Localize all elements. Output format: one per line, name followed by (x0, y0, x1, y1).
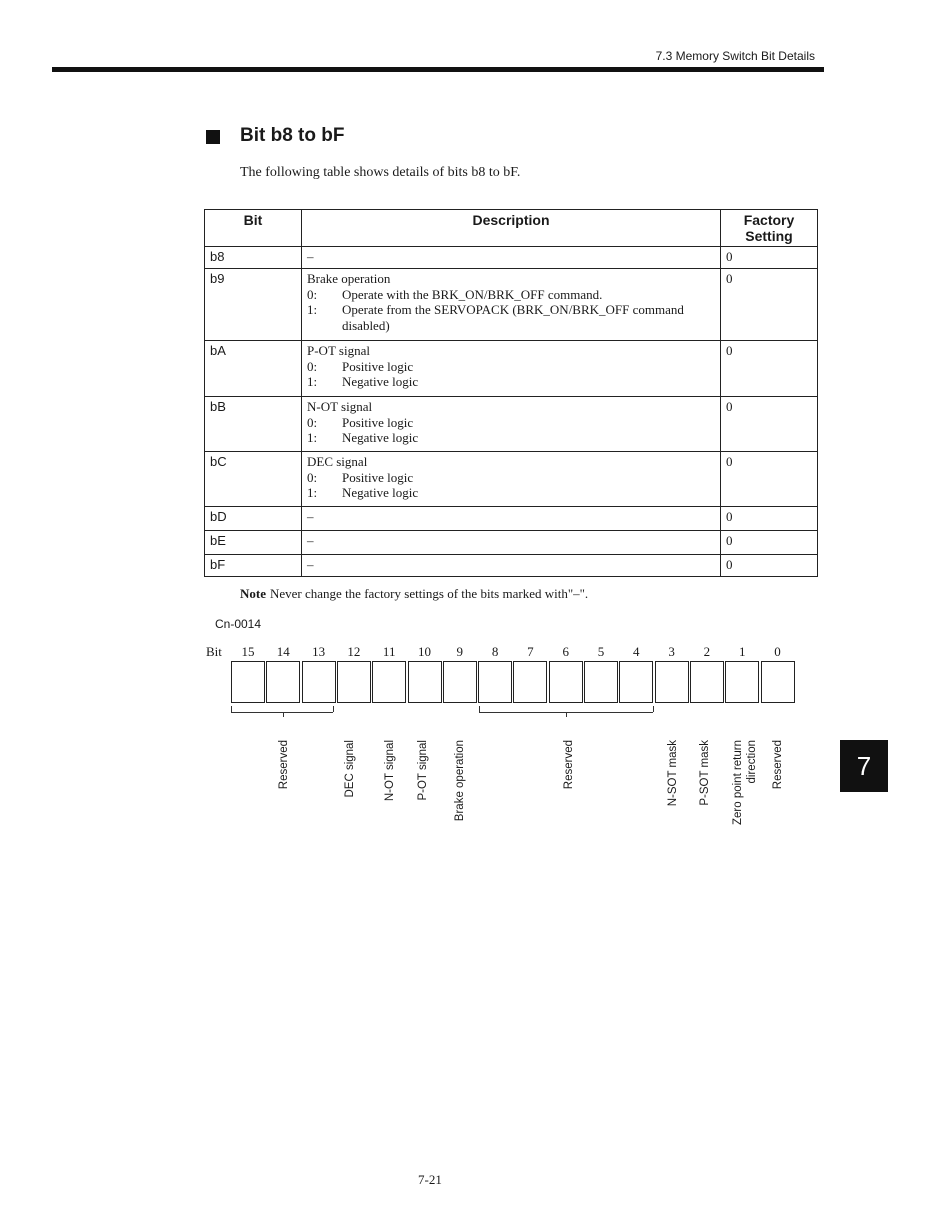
option-key: 0: (307, 469, 318, 485)
option-text: Negative logic (342, 485, 419, 500)
bit-number: 3 (668, 644, 675, 659)
option-key: 0: (307, 286, 318, 302)
label-n-sot-mask: N-SOT mask (667, 740, 679, 807)
option-key: 1: (307, 302, 318, 317)
register-name: Cn-0014 (215, 617, 262, 631)
table-row (205, 397, 818, 452)
option-line (307, 287, 715, 303)
bit-cell: bA (205, 341, 302, 397)
bit-box (725, 661, 759, 703)
table-row (205, 507, 818, 531)
bit-number: 8 (491, 644, 499, 659)
table-row (205, 555, 818, 577)
option-line (307, 415, 715, 431)
bit-box (513, 661, 547, 703)
bit-number: 5 (597, 644, 605, 659)
bit-number: 9 (456, 644, 464, 659)
description-cell (302, 555, 721, 577)
header-bit: Bit (205, 210, 302, 247)
table-header-row (205, 210, 818, 247)
factory-setting-cell: 0 (721, 452, 818, 507)
bit-cell: b9 (205, 269, 302, 341)
description-cell (302, 269, 721, 341)
intro-text: The following table shows details of bits b8 to bF. (240, 165, 521, 180)
factory-setting-cell: 0 (721, 531, 818, 555)
factory-setting-cell: 0 (721, 247, 818, 269)
factory-setting-cell: 0 (721, 269, 818, 341)
option-line (307, 430, 715, 446)
factory-setting-cell: 0 (721, 397, 818, 452)
label-reserved-0: Reserved (772, 740, 784, 790)
bit-number: 11 (382, 644, 396, 659)
option-line (307, 470, 715, 486)
bit-cell: bD (205, 507, 302, 531)
bit-number: 13 (312, 644, 326, 659)
table-row (205, 531, 818, 555)
description-title: – (307, 533, 314, 548)
option-key: 1: (307, 430, 318, 445)
bit-number: 1 (738, 644, 746, 659)
bit-number: 6 (562, 644, 569, 659)
bit-box (655, 661, 689, 703)
bit-box (619, 661, 653, 703)
table-row (205, 452, 818, 507)
bit-cell: bF (205, 555, 302, 577)
label-dec-signal: DEC signal (344, 740, 356, 798)
description-title: N-OT signal (307, 399, 373, 414)
factory-setting-cell: 0 (721, 507, 818, 531)
bit-cell: b8 (205, 247, 302, 269)
page-number: 7-21 (418, 1172, 442, 1187)
section-bullet-icon (206, 130, 220, 144)
bit-row-label: Bit (206, 644, 222, 659)
description-title: Brake operation (307, 271, 391, 286)
description-title: DEC signal (307, 454, 368, 469)
header-factory: Factory Setting (721, 210, 818, 247)
option-line (307, 302, 715, 333)
option-text: Negative logic (342, 430, 419, 445)
bit-details-table (204, 209, 818, 577)
note (240, 586, 588, 602)
option-key: 0: (307, 358, 318, 374)
label-reserved-15-13: Reserved (278, 740, 290, 790)
option-text: Operate from the SERVOPACK (BRK_ON/BRK_OFF command disabled) (342, 302, 684, 333)
label-p-ot-signal: P-OT signal (417, 740, 429, 801)
option-line (307, 359, 715, 375)
label-n-ot-signal: N-OT signal (384, 740, 396, 802)
bit-cell: bC (205, 452, 302, 507)
bit-number: 10 (418, 644, 431, 659)
bit-number: 15 (241, 644, 255, 659)
label-brake-operation: Brake operation (454, 740, 466, 822)
option-key: 0: (307, 414, 318, 430)
note-label: Note (240, 586, 266, 601)
label-reserved-8-5: Reserved (563, 740, 575, 790)
table-row (205, 269, 818, 341)
bit-box (443, 661, 477, 703)
factory-setting-cell: 0 (721, 555, 818, 577)
description-cell (302, 507, 721, 531)
factory-setting-cell: 0 (721, 341, 818, 397)
bit-box (302, 661, 336, 703)
bit-box (761, 661, 795, 703)
option-line (307, 374, 715, 390)
bit-box (408, 661, 442, 703)
bit-box (337, 661, 371, 703)
bit-box (478, 661, 512, 703)
label-zero-point-return: Zero point return (732, 740, 744, 826)
chapter-tab: 7 (840, 740, 888, 792)
header-description: Description (302, 210, 721, 247)
bit-box (266, 661, 300, 703)
description-cell (302, 397, 721, 452)
option-text: Negative logic (342, 374, 419, 389)
description-title: – (307, 557, 314, 572)
bit-box (584, 661, 618, 703)
bit-number: 12 (347, 644, 361, 659)
bit-box (372, 661, 406, 703)
bit-box (231, 661, 265, 703)
bit-box (549, 661, 583, 703)
description-cell (302, 247, 721, 269)
table-row (205, 247, 818, 269)
running-header: 7.3 Memory Switch Bit Details (655, 49, 815, 63)
description-title: – (307, 509, 314, 524)
bit-number: 2 (703, 644, 711, 659)
option-text: Operate with the BRK_ON/BRK_OFF command. (342, 286, 603, 302)
option-text: Positive logic (342, 414, 414, 430)
label-direction: direction (746, 740, 758, 784)
description-cell (302, 452, 721, 507)
option-line (307, 485, 715, 501)
description-cell (302, 341, 721, 397)
option-text: Positive logic (342, 358, 414, 374)
note-text: Never change the factory settings of the bits marked with"–". (270, 586, 589, 601)
option-key: 1: (307, 374, 318, 389)
bit-cell: bB (205, 397, 302, 452)
bit-cell: bE (205, 531, 302, 555)
description-title: P-OT signal (307, 343, 370, 358)
option-key: 1: (307, 485, 318, 500)
bit-box (690, 661, 724, 703)
section-title: Bit b8 to bF (240, 125, 345, 146)
option-text: Positive logic (342, 469, 414, 485)
bit-number: 0 (774, 644, 781, 659)
bit-number: 7 (527, 644, 534, 659)
bit-number: 4 (633, 644, 640, 659)
header-rule (52, 67, 824, 72)
label-p-sot-mask: P-SOT mask (699, 740, 711, 806)
description-title: – (307, 249, 314, 264)
description-cell (302, 531, 721, 555)
table-row (205, 341, 818, 397)
bit-number: 14 (276, 644, 290, 659)
